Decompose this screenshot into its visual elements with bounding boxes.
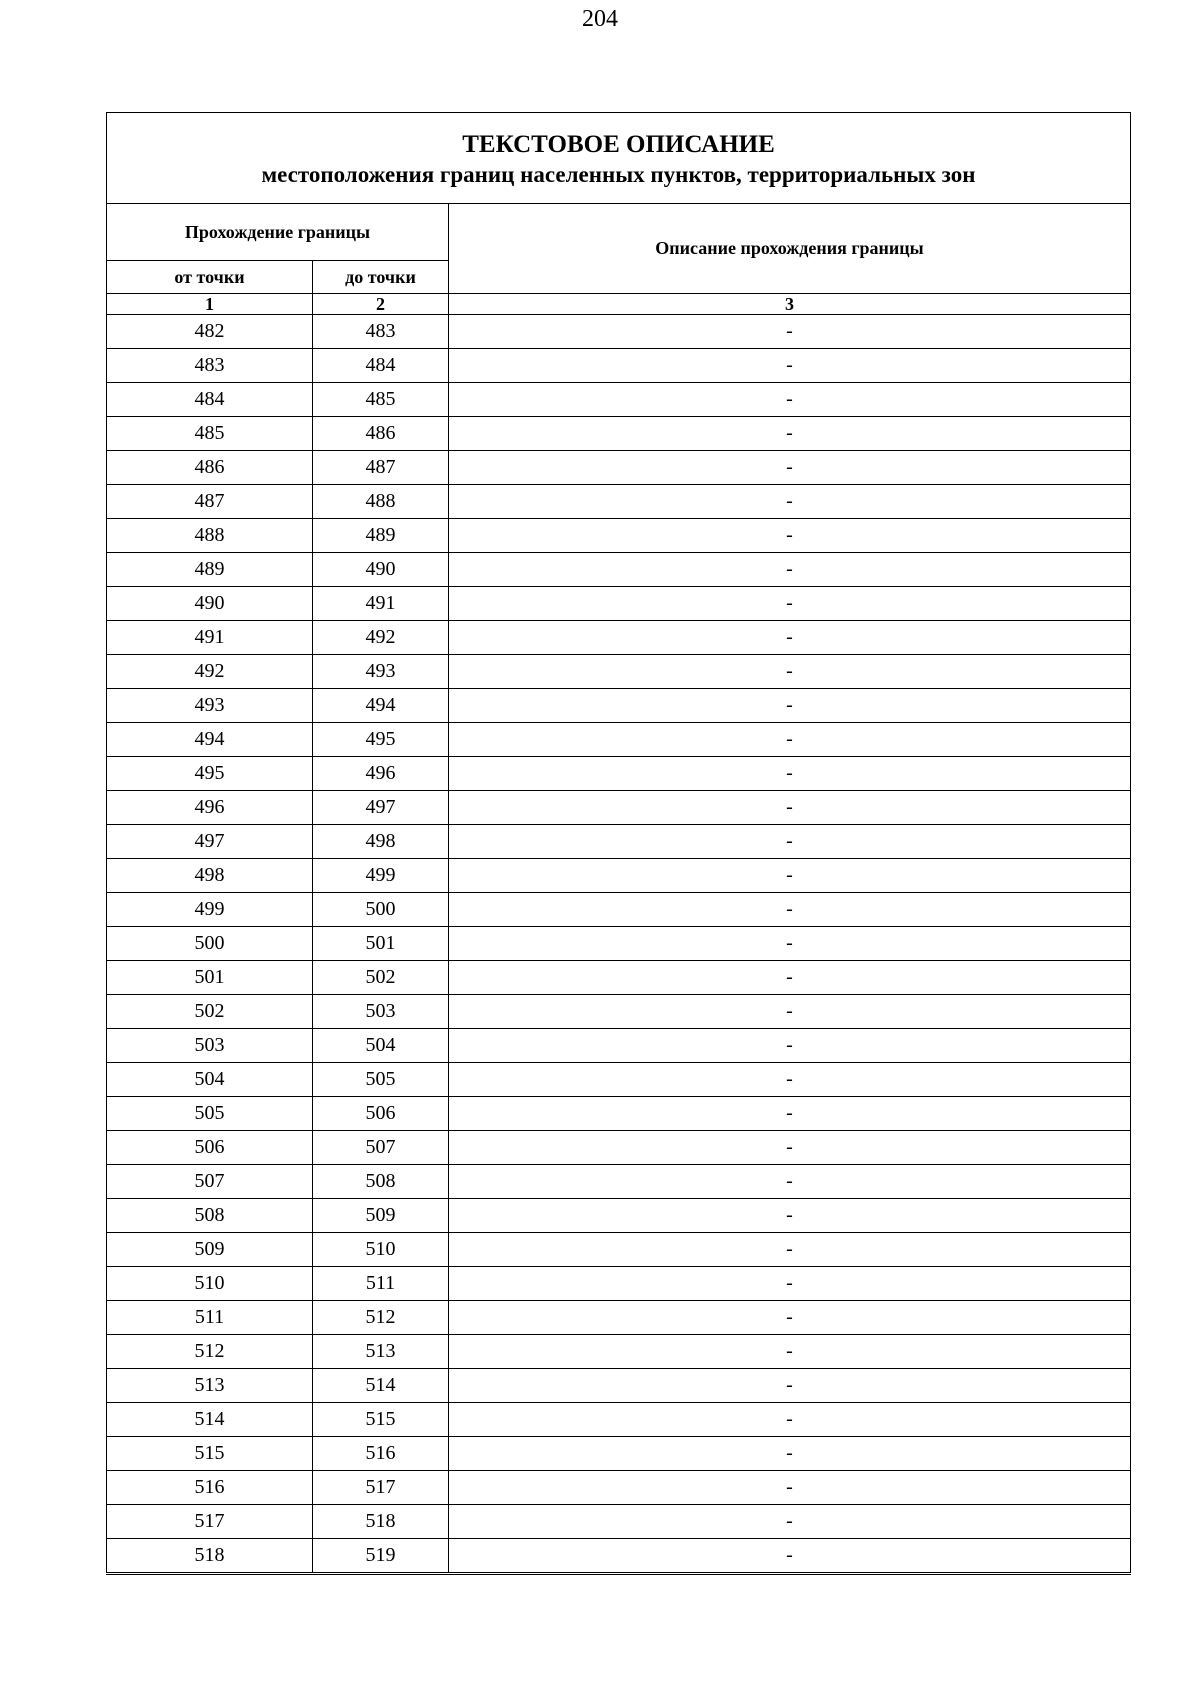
table-row	[107, 1233, 1131, 1267]
cell-description: -	[449, 417, 1131, 451]
header-col-1: 1	[107, 294, 313, 315]
cell-description: -	[449, 621, 1131, 655]
cell-description: -	[449, 961, 1131, 995]
cell-to-point: 489	[313, 519, 449, 553]
cell-description: -	[449, 893, 1131, 927]
cell-from-point: 514	[107, 1403, 313, 1437]
cell-from-point: 506	[107, 1131, 313, 1165]
header-col-3: 3	[449, 294, 1131, 315]
table-row	[107, 1437, 1131, 1471]
cell-description: -	[449, 1165, 1131, 1199]
cell-to-point: 483	[313, 315, 449, 349]
cell-to-point: 519	[313, 1539, 449, 1574]
cell-from-point: 492	[107, 655, 313, 689]
table-title	[107, 113, 1131, 204]
table-row	[107, 961, 1131, 995]
table-row	[107, 655, 1131, 689]
cell-description: -	[449, 1233, 1131, 1267]
header-description: Описание прохождения границы	[449, 204, 1131, 294]
cell-from-point: 518	[107, 1539, 313, 1574]
cell-from-point: 499	[107, 893, 313, 927]
cell-description: -	[449, 1029, 1131, 1063]
cell-description: -	[449, 825, 1131, 859]
cell-to-point: 485	[313, 383, 449, 417]
cell-from-point: 511	[107, 1301, 313, 1335]
table-row	[107, 995, 1131, 1029]
cell-to-point: 499	[313, 859, 449, 893]
cell-description: -	[449, 1505, 1131, 1539]
header-row-group	[107, 204, 1131, 261]
cell-to-point: 486	[313, 417, 449, 451]
cell-to-point: 492	[313, 621, 449, 655]
cell-description: -	[449, 1199, 1131, 1233]
table-row	[107, 1335, 1131, 1369]
cell-from-point: 508	[107, 1199, 313, 1233]
table-row	[107, 1165, 1131, 1199]
cell-description: -	[449, 349, 1131, 383]
cell-description: -	[449, 1301, 1131, 1335]
cell-from-point: 501	[107, 961, 313, 995]
cell-description: -	[449, 587, 1131, 621]
cell-description: -	[449, 1335, 1131, 1369]
cell-from-point: 485	[107, 417, 313, 451]
cell-description: -	[449, 1097, 1131, 1131]
title-main: ТЕКСТОВОЕ ОПИСАНИЕ	[462, 131, 775, 158]
table-row	[107, 519, 1131, 553]
cell-to-point: 509	[313, 1199, 449, 1233]
cell-from-point: 513	[107, 1369, 313, 1403]
cell-description: -	[449, 1539, 1131, 1574]
table-row	[107, 825, 1131, 859]
header-col-2: 2	[313, 294, 449, 315]
cell-from-point: 487	[107, 485, 313, 519]
cell-from-point: 509	[107, 1233, 313, 1267]
header-from-point: от точки	[107, 261, 313, 294]
cell-to-point: 511	[313, 1267, 449, 1301]
cell-description: -	[449, 1437, 1131, 1471]
cell-description: -	[449, 485, 1131, 519]
cell-to-point: 512	[313, 1301, 449, 1335]
table-row	[107, 1267, 1131, 1301]
table-row	[107, 893, 1131, 927]
cell-from-point: 505	[107, 1097, 313, 1131]
cell-to-point: 518	[313, 1505, 449, 1539]
cell-description: -	[449, 383, 1131, 417]
cell-to-point: 510	[313, 1233, 449, 1267]
cell-from-point: 497	[107, 825, 313, 859]
cell-to-point: 503	[313, 995, 449, 1029]
cell-to-point: 513	[313, 1335, 449, 1369]
cell-from-point: 483	[107, 349, 313, 383]
cell-to-point: 487	[313, 451, 449, 485]
table-row	[107, 1131, 1131, 1165]
table-row	[107, 553, 1131, 587]
cell-description: -	[449, 553, 1131, 587]
table-row	[107, 757, 1131, 791]
table-row	[107, 1505, 1131, 1539]
cell-from-point: 500	[107, 927, 313, 961]
cell-description: -	[449, 519, 1131, 553]
table-row	[107, 315, 1131, 349]
cell-description: -	[449, 723, 1131, 757]
table-row	[107, 621, 1131, 655]
cell-to-point: 501	[313, 927, 449, 961]
table-row	[107, 927, 1131, 961]
cell-from-point: 489	[107, 553, 313, 587]
cell-description: -	[449, 859, 1131, 893]
cell-to-point: 516	[313, 1437, 449, 1471]
cell-from-point: 504	[107, 1063, 313, 1097]
cell-from-point: 491	[107, 621, 313, 655]
cell-to-point: 493	[313, 655, 449, 689]
header-row-numbers	[107, 294, 1131, 315]
cell-description: -	[449, 689, 1131, 723]
cell-from-point: 515	[107, 1437, 313, 1471]
header-to-point: до точки	[313, 261, 449, 294]
cell-from-point: 490	[107, 587, 313, 621]
cell-description: -	[449, 1267, 1131, 1301]
cell-from-point: 493	[107, 689, 313, 723]
cell-to-point: 508	[313, 1165, 449, 1199]
cell-from-point: 517	[107, 1505, 313, 1539]
cell-from-point: 494	[107, 723, 313, 757]
title-row	[107, 113, 1131, 204]
cell-to-point: 507	[313, 1131, 449, 1165]
header-boundary-passage: Прохождение границы	[107, 204, 449, 261]
cell-from-point: 496	[107, 791, 313, 825]
table-row	[107, 587, 1131, 621]
cell-to-point: 488	[313, 485, 449, 519]
cell-description: -	[449, 1403, 1131, 1437]
cell-from-point: 507	[107, 1165, 313, 1199]
cell-from-point: 510	[107, 1267, 313, 1301]
cell-to-point: 495	[313, 723, 449, 757]
cell-to-point: 517	[313, 1471, 449, 1505]
table-row	[107, 451, 1131, 485]
cell-description: -	[449, 927, 1131, 961]
table-row	[107, 1403, 1131, 1437]
cell-description: -	[449, 1471, 1131, 1505]
table-row	[107, 1063, 1131, 1097]
table-row	[107, 383, 1131, 417]
cell-to-point: 494	[313, 689, 449, 723]
cell-from-point: 484	[107, 383, 313, 417]
cell-from-point: 502	[107, 995, 313, 1029]
table-row	[107, 349, 1131, 383]
cell-to-point: 497	[313, 791, 449, 825]
cell-description: -	[449, 791, 1131, 825]
cell-to-point: 500	[313, 893, 449, 927]
cell-description: -	[449, 1131, 1131, 1165]
cell-to-point: 484	[313, 349, 449, 383]
table-row	[107, 689, 1131, 723]
cell-to-point: 496	[313, 757, 449, 791]
cell-from-point: 503	[107, 1029, 313, 1063]
cell-to-point: 491	[313, 587, 449, 621]
cell-description: -	[449, 655, 1131, 689]
cell-from-point: 486	[107, 451, 313, 485]
cell-from-point: 516	[107, 1471, 313, 1505]
table-row	[107, 1369, 1131, 1403]
table-row	[107, 417, 1131, 451]
cell-to-point: 514	[313, 1369, 449, 1403]
page-number: 204	[582, 6, 618, 32]
cell-to-point: 498	[313, 825, 449, 859]
cell-to-point: 505	[313, 1063, 449, 1097]
table-row	[107, 723, 1131, 757]
cell-from-point: 488	[107, 519, 313, 553]
cell-description: -	[449, 1369, 1131, 1403]
table-row	[107, 859, 1131, 893]
table-row	[107, 1471, 1131, 1505]
table-row	[107, 791, 1131, 825]
boundary-description-table	[106, 112, 1131, 1575]
cell-from-point: 512	[107, 1335, 313, 1369]
cell-description: -	[449, 315, 1131, 349]
cell-description: -	[449, 1063, 1131, 1097]
cell-to-point: 506	[313, 1097, 449, 1131]
cell-description: -	[449, 757, 1131, 791]
table-row	[107, 1301, 1131, 1335]
cell-to-point: 515	[313, 1403, 449, 1437]
cell-from-point: 498	[107, 859, 313, 893]
cell-to-point: 502	[313, 961, 449, 995]
cell-to-point: 504	[313, 1029, 449, 1063]
cell-description: -	[449, 451, 1131, 485]
cell-description: -	[449, 995, 1131, 1029]
title-subtitle: местоположения границ населенных пунктов, территориальных зон	[261, 162, 976, 187]
cell-from-point: 495	[107, 757, 313, 791]
cell-from-point: 482	[107, 315, 313, 349]
table-row	[107, 1539, 1131, 1574]
table-row	[107, 1097, 1131, 1131]
table-row	[107, 485, 1131, 519]
cell-to-point: 490	[313, 553, 449, 587]
table-row	[107, 1029, 1131, 1063]
table-row	[107, 1199, 1131, 1233]
